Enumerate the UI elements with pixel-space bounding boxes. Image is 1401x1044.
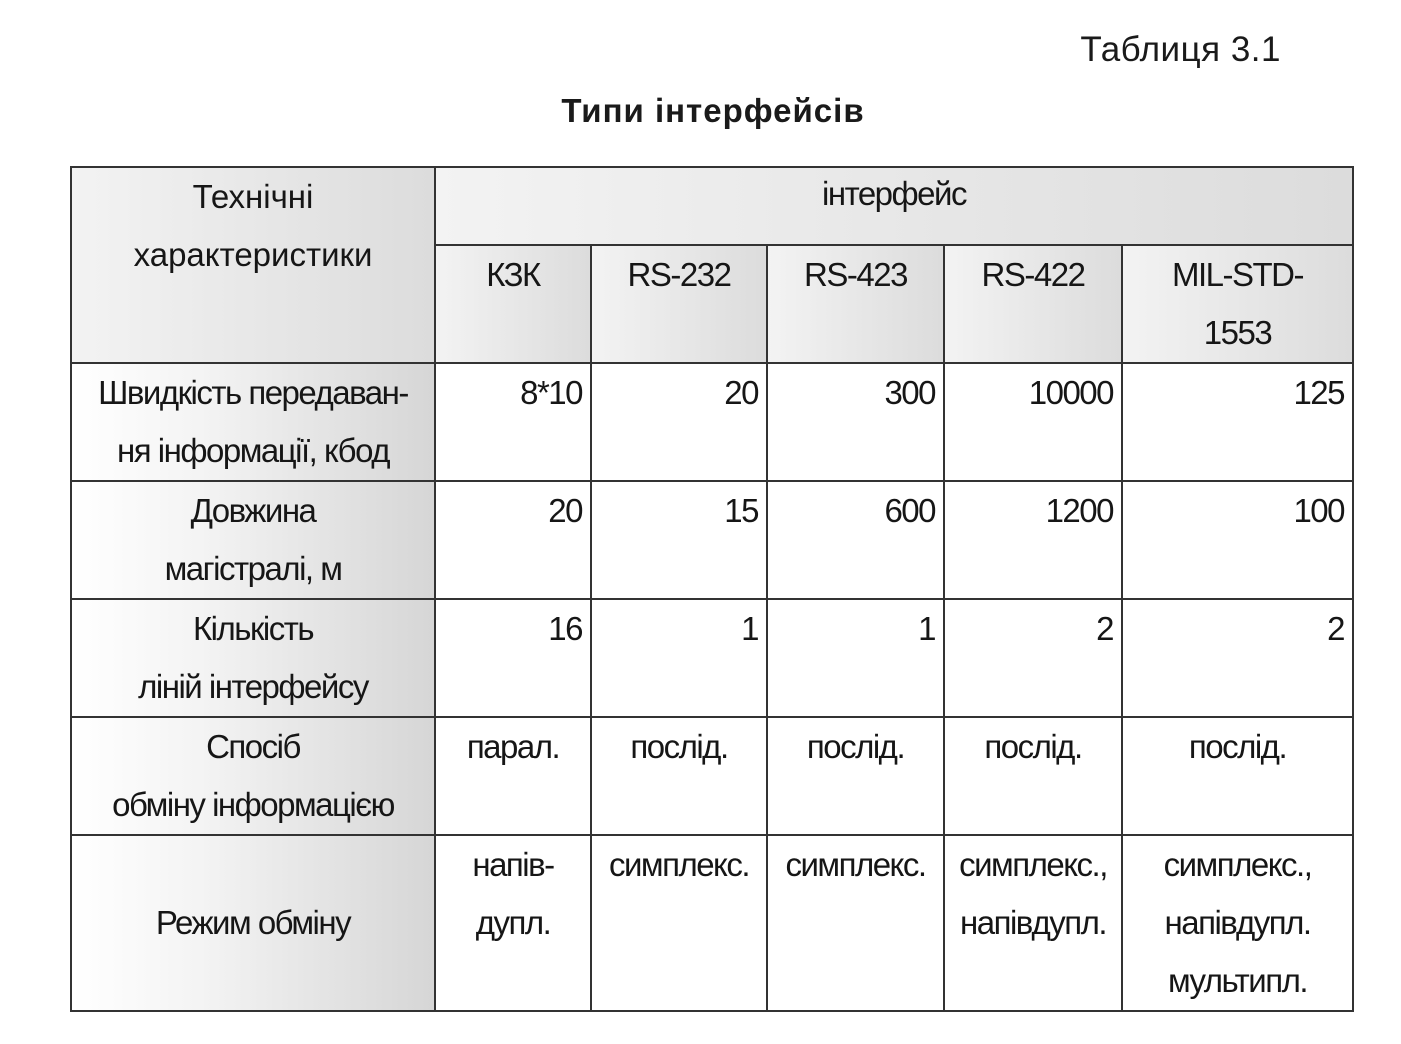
cell-method-rs423: послід. xyxy=(767,717,944,835)
cell-mode-rs232-line1: симплекс. xyxy=(608,846,750,883)
cell-method-rs232: послід. xyxy=(591,717,767,835)
row-label-length-line1: Довжина xyxy=(190,492,316,529)
cell-lines-rs232: 1 xyxy=(591,599,767,717)
header-row-group xyxy=(71,167,1353,245)
header-col-rs422 xyxy=(944,245,1122,363)
cell-mode-milstd1553-line1: симплекс., xyxy=(1163,846,1312,883)
header-col-rs422-label: RS-422 xyxy=(981,256,1085,293)
cell-mode-rs423 xyxy=(767,835,944,1011)
header-characteristics-line1: Технічні xyxy=(192,178,314,215)
row-label-length xyxy=(71,481,435,599)
cell-method-milstd1553: послід. xyxy=(1122,717,1353,835)
header-col-milstd1553-line1: MIL-STD- xyxy=(1172,256,1303,293)
header-col-rs423-label: RS-423 xyxy=(804,256,907,293)
row-label-speed xyxy=(71,363,435,481)
cell-speed-kzk: 8*10 xyxy=(435,363,591,481)
table-row xyxy=(71,363,1353,481)
table-row xyxy=(71,481,1353,599)
table-row xyxy=(71,835,1353,1011)
header-col-kzk-label: КЗК xyxy=(486,256,540,293)
cell-mode-rs422 xyxy=(944,835,1122,1011)
row-label-method-line2: обміну інформацією xyxy=(112,786,394,823)
row-label-speed-line2: ня інформації, кбод xyxy=(117,432,389,469)
header-col-milstd1553-line2: 1553 xyxy=(1203,314,1272,351)
cell-mode-milstd1553 xyxy=(1122,835,1353,1011)
cell-mode-rs232 xyxy=(591,835,767,1011)
cell-lines-rs422: 2 xyxy=(944,599,1122,717)
cell-mode-rs422-line2: напівдупл. xyxy=(960,904,1106,941)
cell-lines-rs423: 1 xyxy=(767,599,944,717)
header-characteristics-cell xyxy=(71,167,435,363)
cell-length-rs423: 600 xyxy=(767,481,944,599)
table-row xyxy=(71,717,1353,835)
cell-mode-kzk-line1: напів- xyxy=(472,846,554,883)
row-label-lines xyxy=(71,599,435,717)
cell-lines-milstd1553: 2 xyxy=(1122,599,1353,717)
cell-mode-kzk xyxy=(435,835,591,1011)
cell-method-rs422: послід. xyxy=(944,717,1122,835)
table-title: Типи інтерфейсів xyxy=(561,92,865,129)
row-label-speed-line1: Швидкість передаван- xyxy=(98,374,408,411)
cell-length-milstd1553: 100 xyxy=(1122,481,1353,599)
cell-mode-kzk-line2: дупл. xyxy=(475,904,551,941)
row-label-lines-line2: ліній інтерфейсу xyxy=(138,668,368,705)
header-col-rs232-label: RS-232 xyxy=(627,256,731,293)
cell-length-kzk: 20 xyxy=(435,481,591,599)
cell-length-rs232: 15 xyxy=(591,481,767,599)
header-col-rs232 xyxy=(591,245,767,363)
table-row xyxy=(71,599,1353,717)
row-label-mode: Режим обміну xyxy=(71,835,435,1011)
header-characteristics-line2: характеристики xyxy=(133,236,373,273)
cell-mode-rs422-line1: симплекс., xyxy=(959,846,1107,883)
cell-speed-rs423: 300 xyxy=(767,363,944,481)
cell-lines-kzk: 16 xyxy=(435,599,591,717)
interfaces-table xyxy=(70,166,1354,1012)
cell-mode-rs423-line1: симплекс. xyxy=(785,846,926,883)
row-label-length-line2: магістралі, м xyxy=(164,550,342,587)
cell-mode-milstd1553-line2: напівдупл. xyxy=(1164,904,1311,941)
header-interface-group: інтерфейс xyxy=(435,167,1353,245)
cell-method-kzk: парал. xyxy=(435,717,591,835)
header-col-milstd1553 xyxy=(1122,245,1353,363)
cell-mode-milstd1553-line3: мультипл. xyxy=(1167,962,1308,999)
header-col-rs423 xyxy=(767,245,944,363)
cell-speed-rs232: 20 xyxy=(591,363,767,481)
cell-speed-milstd1553: 125 xyxy=(1122,363,1353,481)
row-label-method xyxy=(71,717,435,835)
row-label-method-line1: Спосіб xyxy=(206,728,300,765)
row-label-lines-line1: Кількість xyxy=(192,610,314,647)
cell-speed-rs422: 10000 xyxy=(944,363,1122,481)
header-col-kzk xyxy=(435,245,591,363)
cell-length-rs422: 1200 xyxy=(944,481,1122,599)
table-number: Таблиця 3.1 xyxy=(1080,30,1281,69)
